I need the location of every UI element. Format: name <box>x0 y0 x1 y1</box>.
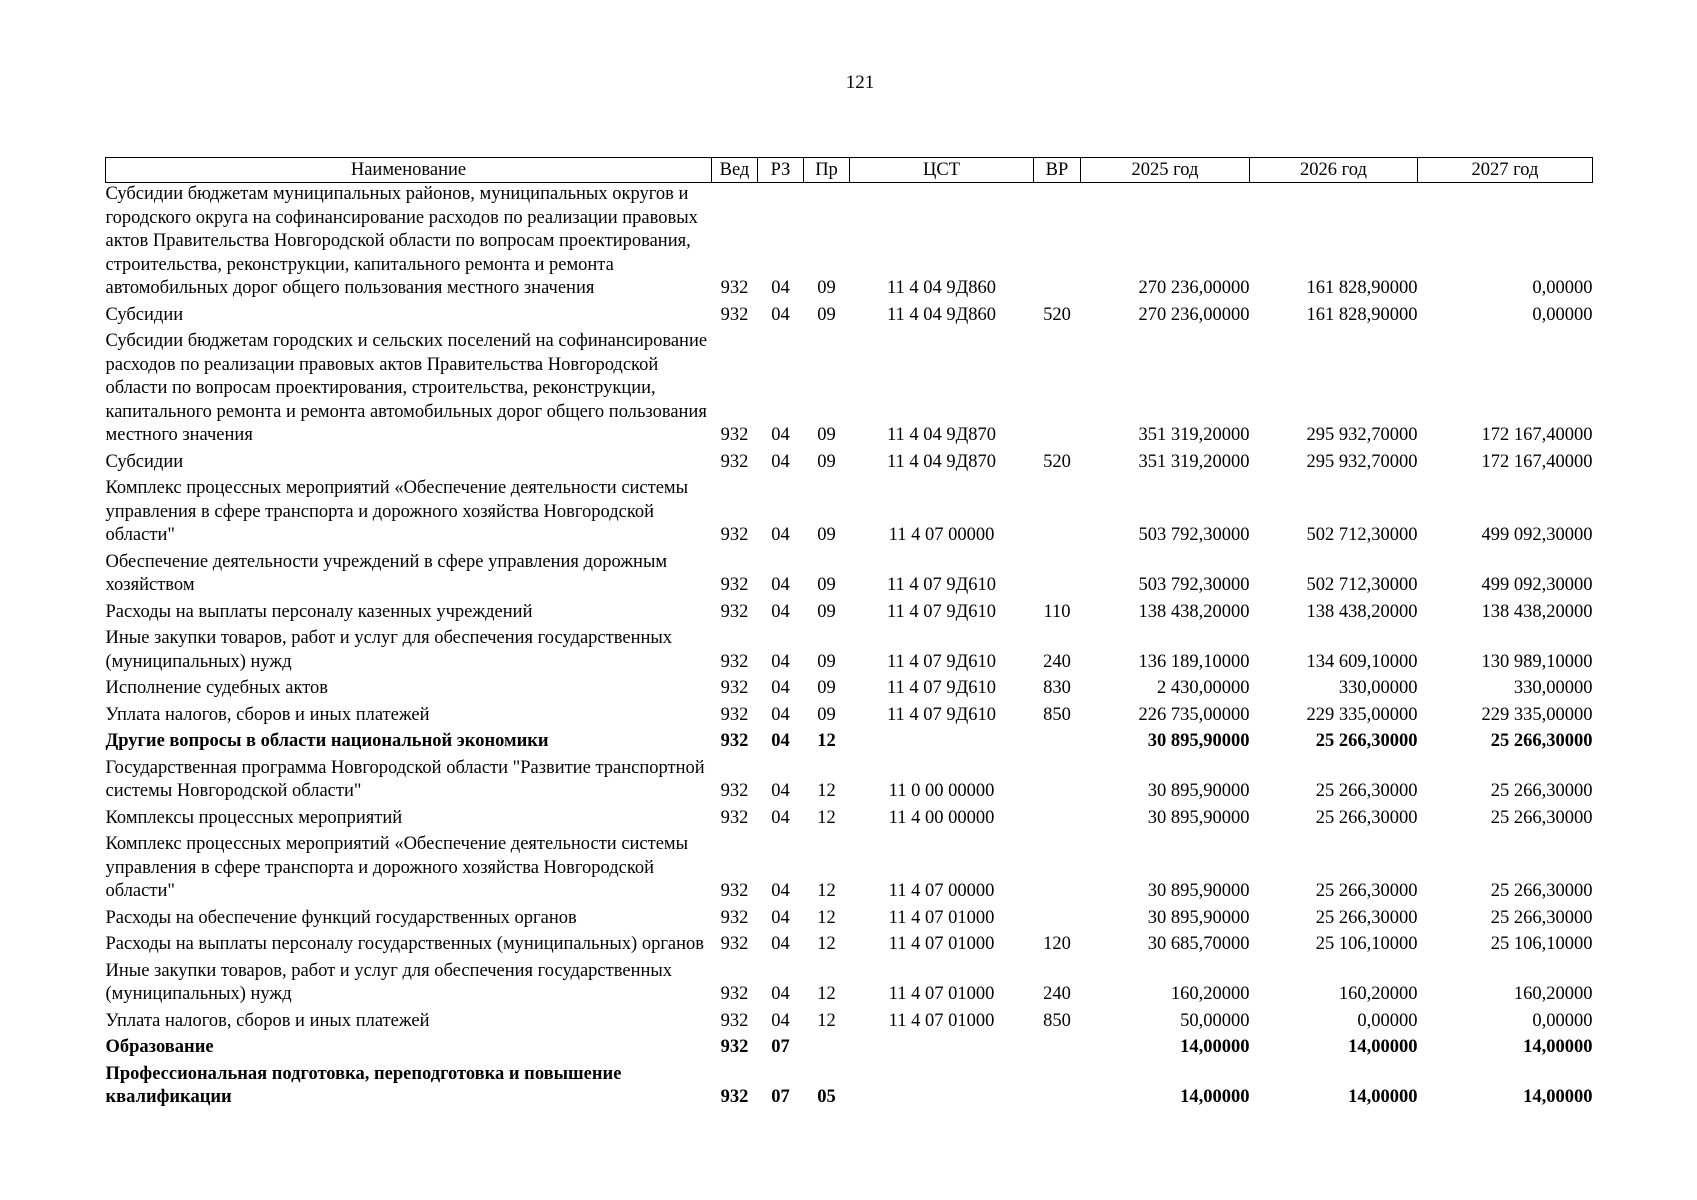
row-rz: 04 <box>771 451 790 472</box>
row-pr: 12 <box>817 731 836 751</box>
row-value-2025: 138 438,20000 <box>1138 601 1250 622</box>
row-ved: 932 <box>720 1037 749 1057</box>
row-rz: 04 <box>771 278 790 298</box>
row-cst <box>850 1063 1034 1113</box>
row-value-2025: 50,00000 <box>1180 1010 1250 1031</box>
row-pr: 09 <box>817 451 836 472</box>
row-name: Расходы на обеспечение функций государственных органов <box>105 907 577 928</box>
row-pr: 09 <box>817 425 836 445</box>
row-ved: 932 <box>720 781 749 801</box>
row-pr: 12 <box>817 807 836 828</box>
row-vr <box>1034 330 1081 451</box>
row-cst: 11 4 04 9Д860 <box>886 304 997 325</box>
row-vr: 120 <box>1043 934 1071 954</box>
row-name: Исполнение судебных актов <box>105 678 329 698</box>
row-name: Субсидии бюджетам муниципальных районов, муниципальных округов и городского округа на софинансирование расходов по реализации правовых актов Правительства Новгородской области по вопросам проектирования, строительства, реконструкции, капитального ремонта и ремонта автомобильных дорог общего пользования местного значения <box>105 184 698 298</box>
table-row <box>106 1063 1593 1113</box>
row-value-2026: 295 932,70000 <box>1306 425 1418 445</box>
table-row <box>106 183 1593 304</box>
row-ved: 932 <box>720 278 749 298</box>
row-rz: 04 <box>771 525 790 545</box>
table-header <box>106 158 1593 183</box>
row-value-2025: 351 319,20000 <box>1138 425 1250 445</box>
row-value-2025: 30 895,90000 <box>1147 807 1250 828</box>
row-rz: 04 <box>771 781 790 801</box>
row-vr <box>1034 907 1081 934</box>
row-ved: 932 <box>720 984 749 1004</box>
row-value-2026: 25 266,30000 <box>1315 881 1418 901</box>
table-row <box>106 551 1593 601</box>
budget-table <box>105 157 1593 1113</box>
row-ved: 932 <box>720 934 749 954</box>
column-header-cst: ЦСТ <box>850 158 1034 183</box>
row-value-2025: 30 895,90000 <box>1147 907 1250 928</box>
row-value-2026: 138 438,20000 <box>1306 601 1418 622</box>
row-rz: 04 <box>771 575 790 595</box>
row-pr: 09 <box>817 304 836 325</box>
row-value-2027: 172 167,40000 <box>1481 451 1593 472</box>
row-value-2026: 229 335,00000 <box>1306 704 1418 725</box>
row-ved: 932 <box>720 304 749 325</box>
row-vr: 520 <box>1043 304 1071 325</box>
row-name: Комплекс процессных мероприятий «Обеспечение деятельности системы управления в сфере транспорта и дорожного хозяйства Новгородской области" <box>105 478 689 545</box>
row-value-2027: 499 092,30000 <box>1481 525 1593 545</box>
row-value-2025: 2 430,00000 <box>1157 678 1250 698</box>
row-cst: 11 4 04 9Д870 <box>886 425 997 445</box>
page-number: 121 <box>845 72 875 93</box>
table-row <box>106 477 1593 551</box>
table-row <box>106 960 1593 1010</box>
row-value-2027: 229 335,00000 <box>1481 704 1593 725</box>
row-name: Иные закупки товаров, работ и услуг для обеспечения государственных (муниципальных) нужд <box>105 960 673 1004</box>
column-header-name: Наименование <box>106 158 712 183</box>
row-name: Расходы на выплаты персоналу государственных (муниципальных) органов <box>105 934 705 954</box>
row-pr: 09 <box>817 278 836 298</box>
row-name: Комплекс процессных мероприятий «Обеспечение деятельности системы управления в сфере транспорта и дорожного хозяйства Новгородской области" <box>105 834 689 901</box>
row-name: Субсидии <box>105 451 184 472</box>
row-value-2027: 25 266,30000 <box>1490 807 1593 828</box>
row-ved: 932 <box>720 1010 749 1031</box>
row-vr: 520 <box>1043 451 1071 472</box>
row-rz: 04 <box>771 907 790 928</box>
row-cst: 11 4 00 00000 <box>888 807 995 828</box>
row-name: Профессиональная подготовка, переподготовка и повышение квалификации <box>105 1063 622 1107</box>
row-value-2027: 172 167,40000 <box>1481 425 1593 445</box>
row-vr <box>1034 757 1081 807</box>
row-value-2027: 25 266,30000 <box>1490 907 1593 928</box>
row-rz: 04 <box>771 601 790 622</box>
table-row <box>106 907 1593 934</box>
row-ved: 932 <box>720 704 749 725</box>
row-ved: 932 <box>720 907 749 928</box>
row-rz: 04 <box>771 651 790 672</box>
row-name: Обеспечение деятельности учреждений в сфере управления дорожным хозяйством <box>105 551 668 595</box>
row-ved: 932 <box>720 678 749 698</box>
row-vr <box>1034 833 1081 907</box>
row-ved: 932 <box>720 731 749 751</box>
table-row <box>106 451 1593 478</box>
row-ved: 932 <box>720 881 749 901</box>
row-rz: 04 <box>771 425 790 445</box>
row-rz: 04 <box>771 881 790 901</box>
row-vr <box>1034 1036 1081 1063</box>
row-value-2025: 14,00000 <box>1180 1087 1250 1107</box>
row-cst: 11 0 00 00000 <box>888 781 995 801</box>
row-name: Другие вопросы в области национальной экономики <box>105 731 549 751</box>
row-rz: 07 <box>771 1037 790 1057</box>
row-value-2027: 25 266,30000 <box>1490 731 1593 751</box>
row-value-2027: 0,00000 <box>1532 304 1593 325</box>
row-vr <box>1034 807 1081 834</box>
row-name: Субсидии бюджетам городских и сельских поселений на софинансирование расходов по реализации правовых актов Правительства Новгородской области по вопросам проектирования, строительства, реконструкции, капитального ремонта и ремонта автомобильных дорог общего пользования местного значения <box>105 331 708 445</box>
table-row <box>106 330 1593 451</box>
row-cst <box>850 1036 1034 1063</box>
row-value-2027: 0,00000 <box>1532 1010 1593 1031</box>
row-value-2025: 226 735,00000 <box>1138 704 1250 725</box>
row-ved: 932 <box>720 651 749 672</box>
row-ved: 932 <box>720 575 749 595</box>
row-pr: 12 <box>817 934 836 954</box>
table-row <box>106 757 1593 807</box>
row-cst: 11 4 07 01000 <box>888 984 995 1004</box>
row-pr: 12 <box>817 781 836 801</box>
row-vr: 850 <box>1043 1010 1071 1031</box>
row-value-2026: 25 106,10000 <box>1315 934 1418 954</box>
row-cst <box>850 730 1034 757</box>
row-pr: 09 <box>817 601 836 622</box>
row-pr: 05 <box>817 1087 836 1107</box>
row-value-2027: 0,00000 <box>1532 278 1593 298</box>
row-rz: 04 <box>771 731 790 751</box>
row-pr: 09 <box>817 704 836 725</box>
row-ved: 932 <box>720 425 749 445</box>
row-vr <box>1034 477 1081 551</box>
column-header-pr: Пр <box>804 158 850 183</box>
row-value-2027: 25 266,30000 <box>1490 781 1593 801</box>
column-header-2026: 2026 год <box>1250 158 1418 183</box>
row-value-2026: 0,00000 <box>1357 1010 1418 1031</box>
row-value-2027: 25 106,10000 <box>1490 934 1593 954</box>
row-ved: 932 <box>720 601 749 622</box>
column-header-rz: РЗ <box>758 158 804 183</box>
row-vr <box>1034 183 1081 304</box>
row-pr: 09 <box>817 525 836 545</box>
row-cst: 11 4 07 9Д610 <box>886 651 997 672</box>
row-ved: 932 <box>720 525 749 545</box>
row-rz: 04 <box>771 678 790 698</box>
row-value-2026: 295 932,70000 <box>1306 451 1418 472</box>
column-header-2025: 2025 год <box>1081 158 1250 183</box>
row-value-2026: 330,00000 <box>1338 678 1418 698</box>
row-vr: 110 <box>1043 601 1071 622</box>
row-cst: 11 4 07 01000 <box>888 934 995 954</box>
row-name: Иные закупки товаров, работ и услуг для обеспечения государственных (муниципальных) нужд <box>105 628 673 672</box>
row-vr: 240 <box>1043 651 1071 672</box>
table-row <box>106 304 1593 331</box>
row-value-2026: 25 266,30000 <box>1315 807 1418 828</box>
table-row <box>106 1036 1593 1063</box>
row-value-2025: 160,20000 <box>1170 984 1250 1004</box>
row-value-2025: 30 895,90000 <box>1147 731 1250 751</box>
row-rz: 04 <box>771 807 790 828</box>
row-vr: 850 <box>1043 704 1071 725</box>
row-pr: 12 <box>817 984 836 1004</box>
table-row <box>106 933 1593 960</box>
row-value-2026: 502 712,30000 <box>1306 525 1418 545</box>
table-row <box>106 807 1593 834</box>
row-name: Государственная программа Новгородской области "Развитие транспортной системы Новгородской области" <box>105 757 705 801</box>
row-value-2026: 25 266,30000 <box>1315 907 1418 928</box>
table-row <box>106 677 1593 704</box>
row-cst: 11 4 04 9Д870 <box>886 451 997 472</box>
table-row <box>106 704 1593 731</box>
row-pr: 12 <box>817 881 836 901</box>
row-rz: 04 <box>771 984 790 1004</box>
row-value-2026: 502 712,30000 <box>1306 575 1418 595</box>
table-row <box>106 730 1593 757</box>
row-rz: 07 <box>771 1087 790 1107</box>
row-pr <box>804 1036 850 1063</box>
row-value-2026: 25 266,30000 <box>1315 781 1418 801</box>
column-header-2027: 2027 год <box>1418 158 1593 183</box>
table-row <box>106 1010 1593 1037</box>
row-name: Образование <box>105 1037 214 1057</box>
row-cst: 11 4 07 01000 <box>888 1010 995 1031</box>
row-ved: 932 <box>720 451 749 472</box>
row-value-2026: 14,00000 <box>1348 1037 1418 1057</box>
row-value-2026: 14,00000 <box>1348 1087 1418 1107</box>
row-rz: 04 <box>771 934 790 954</box>
row-pr: 09 <box>817 651 836 672</box>
table-row <box>106 601 1593 628</box>
row-rz: 04 <box>771 1010 790 1031</box>
row-cst: 11 4 04 9Д860 <box>886 278 997 298</box>
row-ved: 932 <box>720 1087 749 1107</box>
row-value-2027: 160,20000 <box>1513 984 1593 1004</box>
row-value-2026: 25 266,30000 <box>1315 731 1418 751</box>
row-cst: 11 4 07 9Д610 <box>886 704 997 725</box>
row-cst: 11 4 07 9Д610 <box>886 678 997 698</box>
row-name: Комплексы процессных мероприятий <box>105 807 403 828</box>
row-name: Субсидии <box>105 304 184 325</box>
row-value-2025: 136 189,10000 <box>1138 651 1250 672</box>
row-name: Уплата налогов, сборов и иных платежей <box>105 704 430 725</box>
row-value-2026: 161 828,90000 <box>1306 304 1418 325</box>
row-value-2027: 14,00000 <box>1523 1087 1593 1107</box>
row-value-2027: 330,00000 <box>1513 678 1593 698</box>
row-value-2025: 30 685,70000 <box>1147 934 1250 954</box>
row-value-2026: 160,20000 <box>1338 984 1418 1004</box>
row-value-2027: 25 266,30000 <box>1490 881 1593 901</box>
row-ved: 932 <box>720 807 749 828</box>
row-cst: 11 4 07 9Д610 <box>886 575 997 595</box>
row-pr: 09 <box>817 575 836 595</box>
row-vr: 830 <box>1043 678 1071 698</box>
row-rz: 04 <box>771 704 790 725</box>
row-pr: 12 <box>817 1010 836 1031</box>
row-value-2027: 130 989,10000 <box>1481 651 1593 672</box>
row-pr: 09 <box>817 678 836 698</box>
table-row <box>106 627 1593 677</box>
row-pr: 12 <box>817 907 836 928</box>
column-header-vr: ВР <box>1034 158 1081 183</box>
row-vr <box>1034 730 1081 757</box>
row-cst: 11 4 07 00000 <box>888 881 995 901</box>
row-value-2025: 270 236,00000 <box>1138 304 1250 325</box>
row-vr <box>1034 551 1081 601</box>
row-name: Уплата налогов, сборов и иных платежей <box>105 1010 430 1031</box>
row-vr: 240 <box>1043 984 1071 1004</box>
table-row <box>106 833 1593 907</box>
row-value-2027: 138 438,20000 <box>1481 601 1593 622</box>
row-rz: 04 <box>771 304 790 325</box>
row-value-2025: 270 236,00000 <box>1138 278 1250 298</box>
row-value-2026: 134 609,10000 <box>1306 651 1418 672</box>
column-header-ved: Вед <box>712 158 758 183</box>
row-cst: 11 4 07 01000 <box>888 907 995 928</box>
row-value-2027: 14,00000 <box>1523 1037 1593 1057</box>
row-name: Расходы на выплаты персоналу казенных учреждений <box>105 601 533 622</box>
row-value-2026: 161 828,90000 <box>1306 278 1418 298</box>
row-value-2025: 503 792,30000 <box>1138 525 1250 545</box>
row-value-2025: 14,00000 <box>1180 1037 1250 1057</box>
row-value-2025: 503 792,30000 <box>1138 575 1250 595</box>
row-cst: 11 4 07 9Д610 <box>886 601 997 622</box>
row-vr <box>1034 1063 1081 1113</box>
row-value-2025: 30 895,90000 <box>1147 881 1250 901</box>
row-cst: 11 4 07 00000 <box>888 525 995 545</box>
row-value-2027: 499 092,30000 <box>1481 575 1593 595</box>
table-body <box>106 183 1593 1113</box>
row-value-2025: 351 319,20000 <box>1138 451 1250 472</box>
row-value-2025: 30 895,90000 <box>1147 781 1250 801</box>
